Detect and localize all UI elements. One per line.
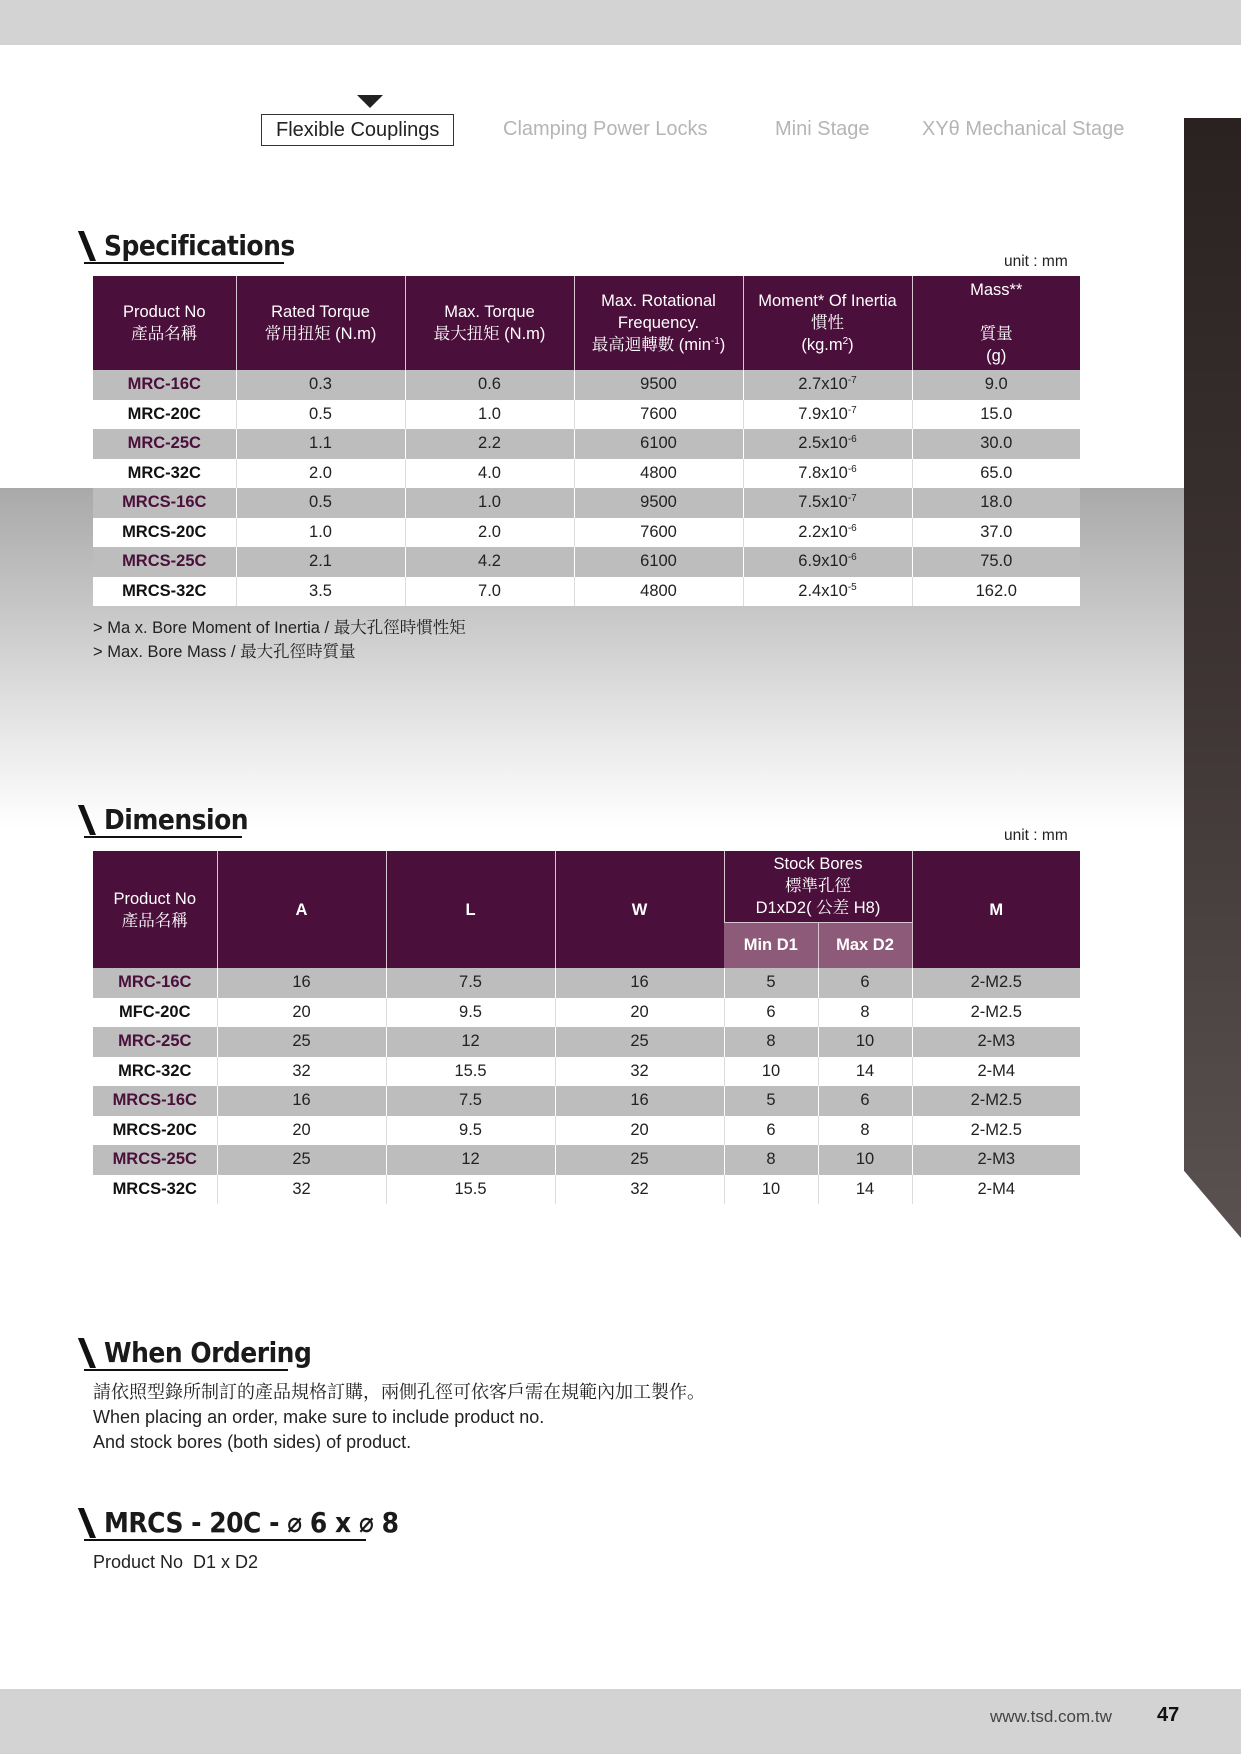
- max-torque-cell: 0.6: [405, 370, 574, 400]
- min-d1-cell: 6: [724, 1116, 818, 1146]
- dimension-title: Dimension: [104, 803, 249, 836]
- max-frequency-cell: 4800: [574, 577, 743, 607]
- dim-a-cell: 16: [217, 1086, 386, 1116]
- rated-torque-cell: 0.3: [236, 370, 405, 400]
- dim-m-cell: 2-M3: [912, 1145, 1080, 1175]
- mass-cell: 15.0: [912, 400, 1080, 430]
- table-row: [93, 998, 1080, 1028]
- dim-l-cell: 7.5: [386, 1086, 555, 1116]
- product-no-cell: MRCS-16C: [93, 1086, 217, 1116]
- dim-l-cell: 15.5: [386, 1057, 555, 1087]
- heading-slash-icon: [78, 231, 96, 261]
- table-row: [93, 1145, 1080, 1175]
- mass-cell: 18.0: [912, 488, 1080, 518]
- max-d2-cell: 10: [818, 1027, 912, 1057]
- dim-m-cell: 2-M2.5: [912, 998, 1080, 1028]
- product-no-cell: MRCS-25C: [93, 1145, 217, 1175]
- header-rated-torque: Rated Torque 常用扭矩 (N.m): [236, 276, 405, 370]
- max-d2-cell: 10: [818, 1145, 912, 1175]
- inertia-cell: [743, 459, 912, 489]
- mass-cell: 65.0: [912, 459, 1080, 489]
- header-moment-of-inertia: Moment* Of Inertia 慣性 $(kg.m^2)$: [743, 276, 912, 370]
- specifications-table: [93, 276, 1080, 606]
- product-no-cell: MRCS-20C: [93, 1116, 217, 1146]
- dim-w-cell: 16: [555, 968, 724, 998]
- order-example-caption: Product No D1 x D2: [93, 1552, 259, 1572]
- side-decoration-bar: [1184, 118, 1241, 1238]
- dim-l-cell: 15.5: [386, 1175, 555, 1205]
- rated-torque-cell: 1.1: [236, 429, 405, 459]
- dim-a-cell: 16: [217, 968, 386, 998]
- max-d2-cell: 6: [818, 968, 912, 998]
- dim-unit-label: unit : mm: [1004, 827, 1068, 844]
- table-row: [93, 1175, 1080, 1205]
- mass-cell: 162.0: [912, 577, 1080, 607]
- inertia-cell: [743, 577, 912, 607]
- heading-rule: [84, 262, 284, 264]
- dim-w-cell: 20: [555, 998, 724, 1028]
- dim-m-cell: 2-M2.5: [912, 1116, 1080, 1146]
- inertia-cell: [743, 400, 912, 430]
- min-d1-cell: 6: [724, 998, 818, 1028]
- dim-a-cell: 25: [217, 1145, 386, 1175]
- dim-w-cell: 25: [555, 1027, 724, 1057]
- dim-m-cell: 2-M4: [912, 1057, 1080, 1087]
- dim-w-cell: 32: [555, 1175, 724, 1205]
- table-row: [93, 1086, 1080, 1116]
- dim-header-a: A: [217, 851, 386, 968]
- inertia-base: 2.4x10: [798, 581, 848, 600]
- max-torque-cell: 1.0: [405, 400, 574, 430]
- dim-w-cell: 16: [555, 1086, 724, 1116]
- spec-unit-label: unit : mm: [1004, 253, 1068, 270]
- rated-torque-cell: 0.5: [236, 400, 405, 430]
- product-no-cell: MRC-25C: [93, 1027, 217, 1057]
- header-max-torque: Max. Torque 最大扭矩 (N.m): [405, 276, 574, 370]
- inertia-base: 7.5x10: [798, 493, 848, 512]
- dim-w-cell: 32: [555, 1057, 724, 1087]
- max-torque-cell: 2.2: [405, 429, 574, 459]
- table-row: [93, 547, 1080, 577]
- inertia-base: 6.9x10: [798, 552, 848, 571]
- inertia-exponent: -7: [847, 493, 857, 505]
- table-row: [93, 459, 1080, 489]
- max-frequency-cell: 7600: [574, 518, 743, 548]
- max-frequency-cell: 6100: [574, 429, 743, 459]
- ordering-title: When Ordering: [104, 1336, 312, 1369]
- dim-w-cell: 20: [555, 1116, 724, 1146]
- max-frequency-cell: 7600: [574, 400, 743, 430]
- ordering-line-en-2: And stock bores (both sides) of product.: [93, 1432, 412, 1452]
- min-d1-cell: 8: [724, 1027, 818, 1057]
- category-nav: [0, 114, 1241, 148]
- product-no-cell: MRC-16C: [93, 968, 217, 998]
- dim-header-w: W: [555, 851, 724, 968]
- min-d1-cell: 5: [724, 1086, 818, 1116]
- dim-m-cell: 2-M2.5: [912, 968, 1080, 998]
- dim-a-cell: 20: [217, 998, 386, 1028]
- product-no-cell: MRCS-32C: [93, 1175, 217, 1205]
- footer-url: www.tsd.com.tw: [990, 1707, 1112, 1726]
- header-max-rotational-frequency: Max. Rotational Frequency. 最高迴轉數 $(\min^{-1})$: [574, 276, 743, 370]
- product-no-cell: MRCS-32C: [93, 577, 236, 607]
- order-example-heading: [84, 1506, 399, 1540]
- dim-a-cell: 32: [217, 1057, 386, 1087]
- max-torque-cell: 1.0: [405, 488, 574, 518]
- max-torque-cell: 4.2: [405, 547, 574, 577]
- dimension-heading: [84, 803, 249, 837]
- dim-m-cell: 2-M2.5: [912, 1086, 1080, 1116]
- heading-slash-icon: [78, 1338, 96, 1368]
- mass-cell: 30.0: [912, 429, 1080, 459]
- note-mass: > Max. Bore Mass / 最大孔徑時質量: [93, 643, 356, 661]
- max-torque-cell: 2.0: [405, 518, 574, 548]
- product-no-cell: MRC-16C: [93, 370, 236, 400]
- inertia-cell: [743, 488, 912, 518]
- dim-header-max-d2: Max D2: [818, 922, 912, 968]
- heading-rule: [84, 836, 242, 838]
- tab-clamping-power-locks[interactable]: Clamping Power Locks: [503, 118, 708, 140]
- table-row: [93, 577, 1080, 607]
- rated-torque-cell: 1.0: [236, 518, 405, 548]
- rated-torque-cell: 2.0: [236, 459, 405, 489]
- ordering-instructions: [93, 1380, 705, 1455]
- max-d2-cell: 14: [818, 1175, 912, 1205]
- dim-m-cell: 2-M3: [912, 1027, 1080, 1057]
- inertia-exponent: -7: [847, 404, 857, 416]
- max-frequency-cell: 9500: [574, 488, 743, 518]
- heading-rule: [84, 1539, 366, 1541]
- inertia-cell: [743, 518, 912, 548]
- min-d1-cell: 5: [724, 968, 818, 998]
- spec-notes: [93, 616, 466, 664]
- dim-header-m: M: [912, 851, 1080, 968]
- top-band: [0, 0, 1241, 45]
- inertia-cell: [743, 429, 912, 459]
- dimension-table: [93, 851, 1080, 1204]
- heading-slash-icon: [78, 1508, 96, 1538]
- header-mass: Mass** 質量 (g): [912, 276, 1080, 370]
- inertia-exponent: -5: [847, 581, 857, 593]
- header-product: Product No 產品名稱: [93, 276, 236, 370]
- dim-l-cell: 12: [386, 1145, 555, 1175]
- mass-cell: 9.0: [912, 370, 1080, 400]
- dim-a-cell: 20: [217, 1116, 386, 1146]
- ordering-line-zh: 請依照型錄所制訂的產品規格訂購，兩側孔徑可依客戶需在規範內加工製作。: [93, 1382, 705, 1402]
- tab-xy-mechanical-stage[interactable]: XYθ Mechanical Stage: [922, 118, 1125, 140]
- max-torque-cell: 7.0: [405, 577, 574, 607]
- inertia-exponent: -6: [847, 434, 857, 446]
- mass-cell: 37.0: [912, 518, 1080, 548]
- table-row: [93, 1116, 1080, 1146]
- product-no-cell: MRC-32C: [93, 1057, 217, 1087]
- order-example-code: MRCS - 20C - ⌀ 6 x ⌀ 8: [104, 1506, 399, 1539]
- product-no-cell: MRCS-20C: [93, 518, 236, 548]
- max-frequency-cell: 4800: [574, 459, 743, 489]
- table-row: [93, 429, 1080, 459]
- table-row: [93, 1057, 1080, 1087]
- inertia-base: 2.5x10: [798, 434, 848, 453]
- product-no-cell: MFC-20C: [93, 998, 217, 1028]
- product-no-cell: MRC-20C: [93, 400, 236, 430]
- table-row: [93, 400, 1080, 430]
- ordering-line-en-1: When placing an order, make sure to include product no.: [93, 1407, 545, 1427]
- max-frequency-cell: 6100: [574, 547, 743, 577]
- dim-a-cell: 25: [217, 1027, 386, 1057]
- dim-a-cell: 32: [217, 1175, 386, 1205]
- page-number: 47: [1157, 1704, 1180, 1726]
- inertia-base: 7.8x10: [798, 463, 848, 482]
- dim-header-product: Product No 產品名稱: [93, 851, 217, 968]
- dim-header-min-d1: Min D1: [724, 922, 818, 968]
- dim-l-cell: 9.5: [386, 998, 555, 1028]
- max-d2-cell: 6: [818, 1086, 912, 1116]
- dim-l-cell: 7.5: [386, 968, 555, 998]
- dim-l-cell: 12: [386, 1027, 555, 1057]
- dim-m-cell: 2-M4: [912, 1175, 1080, 1205]
- inertia-cell: [743, 547, 912, 577]
- min-d1-cell: 10: [724, 1057, 818, 1087]
- specifications-title: Specifications: [104, 229, 295, 262]
- max-torque-cell: 4.0: [405, 459, 574, 489]
- product-no-cell: MRC-32C: [93, 459, 236, 489]
- product-no-cell: MRC-25C: [93, 429, 236, 459]
- mass-cell: 75.0: [912, 547, 1080, 577]
- inertia-exponent: -6: [847, 463, 857, 475]
- rated-torque-cell: 2.1: [236, 547, 405, 577]
- tab-flexible-couplings[interactable]: Flexible Couplings: [261, 114, 454, 146]
- product-no-cell: MRCS-16C: [93, 488, 236, 518]
- inertia-base: 2.7x10: [798, 375, 848, 394]
- rated-torque-cell: 0.5: [236, 488, 405, 518]
- tab-mini-stage[interactable]: Mini Stage: [775, 118, 870, 140]
- max-d2-cell: 8: [818, 998, 912, 1028]
- inertia-base: 2.2x10: [798, 522, 848, 541]
- inertia-exponent: -6: [847, 522, 857, 534]
- specifications-heading: [84, 229, 295, 263]
- dim-w-cell: 25: [555, 1145, 724, 1175]
- inertia-cell: [743, 370, 912, 400]
- dim-header-l: L: [386, 851, 555, 968]
- max-d2-cell: 8: [818, 1116, 912, 1146]
- table-row: [93, 1027, 1080, 1057]
- table-row: [93, 488, 1080, 518]
- max-frequency-cell: 9500: [574, 370, 743, 400]
- note-inertia: > Ma x. Bore Moment of Inertia / 最大孔徑時慣性矩: [93, 619, 466, 637]
- heading-rule: [84, 1369, 288, 1371]
- dim-l-cell: 9.5: [386, 1116, 555, 1146]
- rated-torque-cell: 3.5: [236, 577, 405, 607]
- product-no-cell: MRCS-25C: [93, 547, 236, 577]
- table-row: [93, 518, 1080, 548]
- inertia-exponent: -7: [847, 375, 857, 387]
- ordering-heading: [84, 1336, 312, 1370]
- table-row: [93, 370, 1080, 400]
- dim-header-stock-bores: Stock Bores 標準孔徑 D1xD2( 公差 H8): [724, 851, 912, 922]
- active-tab-arrow-icon: [357, 95, 383, 108]
- inertia-base: 7.9x10: [798, 404, 848, 423]
- table-row: [93, 968, 1080, 998]
- max-d2-cell: 14: [818, 1057, 912, 1087]
- min-d1-cell: 8: [724, 1145, 818, 1175]
- min-d1-cell: 10: [724, 1175, 818, 1205]
- inertia-exponent: -6: [847, 552, 857, 564]
